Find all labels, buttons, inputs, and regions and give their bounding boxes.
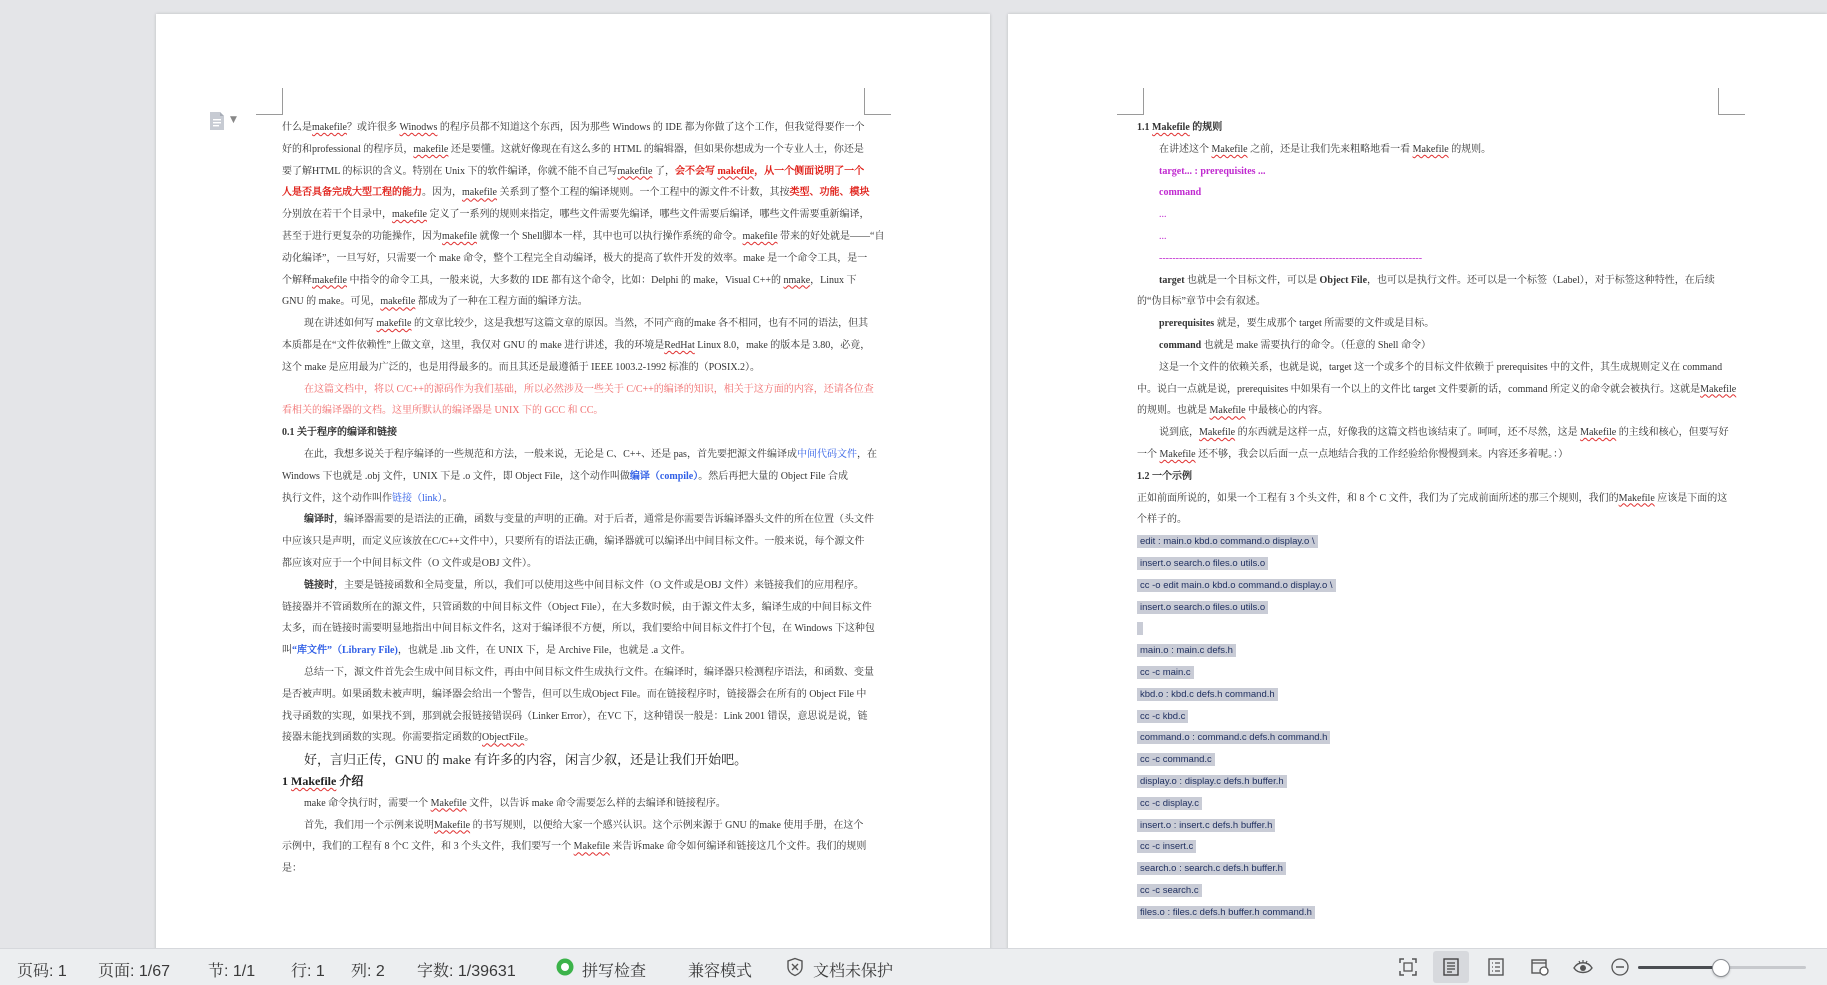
text-line (1137, 902, 1817, 924)
text-run: 介绍 (336, 773, 364, 788)
text-run: 定义了一系列的规则来指定，哪些文件需要先编译，哪些文件需要后编译，哪些文件需要重新编译， (426, 209, 870, 221)
margin-corner-top-right (1718, 88, 1745, 115)
text-run: Windows 下也就是 .obj 文件，UNIX 下是 .o 文件，即 Object File，这个动作叫做 (282, 470, 630, 482)
text-line (1137, 684, 1817, 706)
text-run: search.o : search.c defs.h buffer.h (1137, 862, 1286, 875)
text-line (282, 270, 982, 292)
text-run: display.o : display.c defs.h buffer.h (1137, 775, 1287, 788)
text-line (282, 684, 982, 706)
text-run: 这个 make 是应用最为广泛的，也是用得最多的。而且其还是最遵循于 IEEE 1003.2-1992 标准的（POSIX.2）。 (282, 361, 761, 373)
text-run: 甚至于进行更复杂的功能操作，因为 (282, 230, 442, 242)
text-run: 还是要懂。这就好像现在有这么多的 HTML 的编辑器，但如果你想成为一个专业人士，你还是 (448, 143, 864, 155)
text-line (1137, 640, 1817, 662)
text-line (1137, 139, 1817, 161)
text-line (282, 379, 982, 401)
text-run: 在此，我想多说关于程序编译的一些规范和方法，一般来说，无论是 C、C++、还是 pas，首先要把源文件编译成 (304, 448, 797, 460)
text-run: 本质都是在“文件依赖性”上做文章，这里，我仅对 GNU 的 make 进行讲述，我的环境是 (282, 339, 665, 351)
spell-check-icon[interactable] (555, 957, 575, 977)
text-run: target (1159, 274, 1185, 286)
text-run: 中最核心的内容。 (1245, 405, 1329, 417)
margin-corner-top-right (864, 88, 891, 115)
text-run: 现在讲述如何写 (304, 318, 377, 330)
text-run: insert.o search.o files.o utils.o (1137, 601, 1268, 614)
text-run: ，也就是 .lib 文件，在 UNIX 下，是 Archive File，也就是 .a 文件。 (397, 645, 691, 657)
text-run: “库文件”（Library File) (292, 645, 398, 657)
status-page-count[interactable]: 页面: 1/67 (98, 963, 171, 980)
text-run: 带来的好处就是——“自 (777, 230, 885, 242)
text-run: Winodws (399, 122, 438, 133)
text-run: Makefile (573, 841, 610, 853)
text-line (1137, 858, 1817, 880)
text-line (282, 400, 982, 422)
text-line (1137, 379, 1817, 401)
text-line (1137, 335, 1817, 357)
web-view-icon[interactable] (1530, 957, 1550, 977)
text-run: 好的和professional 的程序员， (282, 143, 414, 155)
document-outline-icon[interactable] (208, 111, 226, 131)
text-run: 1.1 (1137, 122, 1152, 133)
text-line (1137, 466, 1817, 488)
text-run: 来告诉make 命令如何编译和链接这几个文件。我们的规则 (609, 841, 867, 853)
text-run: 就是，要生成那个 target 所需要的文件或是目标。 (1214, 318, 1435, 330)
text-run: 1 (282, 773, 291, 788)
text-run: 是否被声明。如果函数未被声明，编译器会给出一个警告，但可以生成Object File。而在链接程序时，链接器会在所有的 Object File 中 (282, 688, 867, 700)
text-line (1137, 662, 1817, 684)
text-run: makefile (413, 143, 449, 155)
text-run: 链接时 (304, 579, 334, 591)
text-run: cc -c kbd.c (1137, 710, 1188, 723)
text-line (282, 466, 982, 488)
status-row[interactable]: 行: 1 (291, 963, 325, 980)
text-run: Makefile (434, 819, 471, 831)
text-run: 0.1 关于程序的编译和链接 (282, 427, 397, 439)
text-run: makefile (312, 122, 347, 133)
text-run: Makefile (1159, 448, 1196, 460)
doc-protect-button[interactable]: 文档未保护 (813, 963, 894, 980)
status-word-count[interactable]: 字数: 1/39631 (417, 963, 516, 980)
text-run: GNU 的 make。可见， (282, 296, 381, 308)
text-line (1137, 313, 1817, 335)
text-run: cc -c command.c (1137, 753, 1215, 766)
page-view-icon[interactable] (1441, 957, 1461, 977)
text-line (1137, 422, 1817, 444)
text-run: 编译（compile） (629, 470, 699, 482)
text-run: makefile (442, 230, 477, 242)
text-run: 接器未能找到函数的实现。你需要指定函数的 (282, 732, 482, 744)
text-line (282, 706, 982, 728)
text-run: cc -c main.c (1137, 666, 1194, 679)
text-run: 什么是 (282, 122, 312, 133)
text-line (282, 117, 982, 139)
status-bar (0, 948, 1827, 985)
text-run: makefile (312, 274, 347, 286)
text-run: Makefile (1152, 122, 1190, 133)
text-run: cc -c search.c (1137, 884, 1202, 897)
text-line (1137, 575, 1817, 597)
text-run: 是： (282, 863, 302, 875)
text-line (282, 640, 982, 662)
text-run: kbd.o : kbd.c defs.h command.h (1137, 688, 1278, 701)
eye-protection-icon[interactable] (1573, 957, 1593, 977)
shield-icon[interactable] (785, 957, 805, 977)
text-run (1137, 622, 1143, 635)
text-run: 说到底， (1159, 427, 1199, 439)
margin-corner-top-left (1117, 88, 1144, 115)
text-run: 叫 (282, 645, 292, 657)
text-line (1137, 815, 1817, 837)
text-run: prerequisites (1159, 318, 1215, 330)
text-line (282, 488, 982, 510)
text-run: ？或许很多 (346, 122, 400, 133)
text-line (282, 597, 982, 619)
text-run: makefile (376, 318, 412, 330)
text-line (1137, 291, 1817, 313)
text-line (282, 444, 982, 466)
text-line (282, 749, 982, 771)
text-run: ，主要是链接函数和全局变量，所以，我们可以使用这些中间目标文件（O 文件或是OBJ 文件）来链接我们的应用程序。 (334, 579, 865, 591)
text-run: ... (1159, 209, 1167, 221)
document-page-2[interactable] (1008, 14, 1827, 948)
text-line (1137, 400, 1817, 422)
text-run: 这是一个文件的依赖关系，也就是说，target 这一个或多个的目标文件依赖于 prerequisites 中的文件，其生成规则定义在 command (1159, 361, 1723, 373)
text-run: 。然后再把大量的 Object File 合成 (698, 470, 848, 482)
text-line (1137, 270, 1817, 292)
text-run: target... : prerequisites ... (1159, 165, 1266, 177)
text-line (1137, 117, 1817, 139)
text-run: insert.o search.o files.o utils.o (1137, 557, 1268, 570)
text-line (282, 248, 982, 270)
text-run: 中间代码文件 (796, 448, 857, 460)
text-line (1137, 749, 1817, 771)
text-run: Makefile (430, 797, 467, 809)
text-run: Makefile (1580, 427, 1617, 439)
margin-corner-top-left (256, 88, 283, 115)
zoom-slider[interactable] (1638, 966, 1806, 969)
status-section[interactable]: 节: 1/1 (208, 963, 256, 980)
text-line (1137, 727, 1817, 749)
text-run: files.o : files.c defs.h buffer.h command.h (1137, 906, 1315, 919)
text-run: 的主线和核心，但要写好 (1616, 427, 1729, 439)
text-run: 的“伪目标”章节中会有叙述。 (1137, 296, 1266, 308)
text-line (282, 815, 982, 837)
fullscreen-icon[interactable] (1398, 957, 1418, 977)
text-run: 太多，而在链接时需要明显地指出中间目标文件名，这对于编译很不方便，所以，我们要给中间目标文件打个包，在 Windows 下这种包 (282, 623, 875, 635)
text-run: 找寻函数的实现，如果找不到，那到就会报链接错误码（Linker Error），在VC 下，这种错误一般是：Link 2001 错误，意思说是说，链 (282, 710, 868, 722)
text-line (282, 858, 982, 880)
text-run: 。因为， (422, 187, 462, 199)
page1-body-text (282, 117, 982, 880)
text-run: Makefile (1412, 143, 1449, 155)
text-line (282, 335, 982, 357)
text-line (1137, 161, 1817, 183)
zoom-slider-thumb[interactable] (1712, 959, 1730, 977)
text-line (282, 357, 982, 379)
chevron-down-icon[interactable]: ▼ (230, 115, 237, 125)
status-page-number[interactable]: 页码: 1 (17, 963, 67, 980)
text-run: RedHat (664, 339, 695, 351)
page2-body-text (1137, 117, 1817, 923)
text-run: ，从一个侧面说明了一个 (754, 165, 865, 177)
text-run: ，在 (856, 448, 877, 460)
text-line (282, 161, 982, 183)
text-run: 就像一个 Shell脚本一样，其中也可以执行操作系统的命令。 (476, 230, 743, 242)
text-line (1137, 706, 1817, 728)
text-run: 总结一下，源文件首先会生成中间目标文件，再由中间目标文件生成执行文件。在编译时，编译器只检测程序语法，和函数、变量 (304, 666, 874, 678)
text-run: Object File (1319, 274, 1368, 286)
text-line (1137, 444, 1817, 466)
text-line (282, 553, 982, 575)
text-line (282, 727, 982, 749)
text-run: makefile (392, 209, 427, 221)
text-run: ... (1159, 230, 1167, 242)
outline-view-icon[interactable] (1486, 957, 1506, 977)
text-line (282, 662, 982, 684)
text-line (1137, 226, 1817, 248)
text-run: 中指令的命令工具，一般来说，大多数的 IDE 都有这个命令，比如：Delphi 的 make，Visual C++的 (346, 274, 784, 286)
text-run: 应该是下面的这 (1654, 492, 1728, 504)
text-run: insert.o : insert.c defs.h buffer.h (1137, 819, 1275, 832)
text-line (1137, 880, 1817, 902)
zoom-slider-fill (1638, 966, 1720, 969)
text-run: 在讲述这个 (1159, 143, 1212, 155)
text-run: 的规则。 (1448, 143, 1492, 155)
text-run: 人是否具备完成大型工程的能力 (282, 187, 422, 199)
text-run: 编译时 (304, 514, 334, 526)
spell-check-button[interactable]: 拼写检查 (582, 963, 647, 980)
text-run: 也就是 make 需要执行的命令。（任意的 Shell 命令） (1201, 339, 1431, 351)
text-line (1137, 488, 1817, 510)
text-run: 的规则 (1189, 122, 1223, 133)
text-run: 中应该只是声明，而定义应该放在C/C++文件中），只要所有的语法正确，编译器就可以编译出中间目标文件。一般来说，每个源文件 (282, 536, 865, 548)
text-run: Makefile (1209, 405, 1246, 417)
text-line (1137, 553, 1817, 575)
text-run: makefile (617, 165, 653, 177)
text-run: nmake (783, 274, 811, 286)
text-run: 的东西就是这样一点，好像我的这篇文档也该结束了。呵呵，还不尽然，这是 (1235, 427, 1581, 439)
text-line (1137, 204, 1817, 226)
text-run: 的程序员都不知道这个东西，因为那些 Windows 的 IDE 都为你做了这个工作，但我觉得要作一个 (437, 122, 865, 133)
text-line (282, 618, 982, 640)
text-run: 之前，还是让我们先来粗略地看一看 (1247, 143, 1413, 155)
text-run: 链接（link） (392, 492, 443, 504)
document-page-1[interactable] (156, 14, 990, 948)
text-line (282, 291, 982, 313)
text-line (282, 575, 982, 597)
text-line (1137, 357, 1817, 379)
text-run: 中。说白一点就是说，prerequisites 中如果有一个以上的文件比 target 文件要新的话，command 所定义的命令就会被执行。这就是 (1137, 383, 1701, 395)
text-line (282, 793, 982, 815)
text-run: makefile (380, 296, 416, 308)
text-line (282, 139, 982, 161)
text-run: 都成为了一种在工程方面的编译方法。 (415, 296, 588, 308)
text-run: ObjectFile (482, 732, 525, 744)
text-line (282, 531, 982, 553)
text-run: Makefile (1199, 427, 1236, 439)
text-line (282, 836, 982, 858)
text-run: ，编译器需要的是语法的正确，函数与变量的声明的正确。对于后者，通常是你需要告诉编译器头文件的所在位置（头文件 (334, 514, 874, 526)
text-line (1137, 597, 1817, 619)
compat-mode-label[interactable]: 兼容模式 (688, 963, 753, 980)
text-run: 正如前面所说的，如果一个工程有 3 个头文件，和 8 个 C 文件，我们为了完成前面所述的那三个规则，我们的 (1137, 492, 1619, 504)
text-run: 要了解HTML 的标识的含义。特别在 Unix 下的软件编译，你就不能不自己写 (282, 165, 618, 177)
text-line (1137, 182, 1817, 204)
text-run: 个样子的。 (1137, 514, 1187, 526)
text-line (282, 226, 982, 248)
text-run: Makefile (1700, 383, 1737, 395)
text-run: Makefile (291, 773, 337, 788)
text-run: 个解释 (282, 274, 312, 286)
text-line (282, 509, 982, 531)
text-run: command (1159, 187, 1202, 199)
text-run: makefile (462, 187, 497, 199)
text-run: 好，言归正传，GNU 的 make 有许多的内容，闲言少叙，还是让我们开始吧。 (304, 752, 748, 768)
text-run: cc -o edit main.o kbd.o command.o display.o \ (1137, 579, 1336, 592)
text-line (1137, 836, 1817, 858)
text-run: 。 (524, 732, 535, 744)
text-line (1137, 531, 1817, 553)
text-run: 文件，以告诉 make 命令需要怎么样的去编译和链接程序。 (466, 797, 726, 809)
text-line (1137, 618, 1817, 640)
text-run: ------------------------------------------------------------------------------- (1159, 252, 1423, 264)
text-line (1137, 793, 1817, 815)
text-run: 一个 (1137, 448, 1160, 460)
text-run: 1.2 一个示例 (1137, 470, 1192, 482)
text-run: make 命令执行时，需要一个 (304, 797, 431, 809)
text-line (282, 204, 982, 226)
text-run: cc -c display.c (1137, 797, 1202, 810)
text-run: 会不会写 (674, 165, 718, 177)
text-run: makefile (742, 230, 778, 242)
status-column[interactable]: 列: 2 (351, 963, 385, 980)
text-run: command (1159, 339, 1202, 351)
text-run: 。 (442, 492, 453, 504)
text-run: 还不够，我会以后面一点一点地结合我的工作经验给你慢慢到来。内容还多着呢。：） (1195, 448, 1569, 460)
text-run: 的书写规则，以便给大家一个感兴认识。这个示例来源于 GNU 的make 使用手册，在这个 (470, 819, 864, 831)
text-run: 类型、功能、模块 (789, 187, 870, 199)
zoom-out-icon[interactable] (1610, 957, 1630, 977)
text-run: 动化编译”，一旦写好，只需要一个 make 命令，整个工程完全自动编译，极大的提高了软件开发的效率。make 是一个命令工具，是一 (282, 252, 868, 264)
text-run: Linux 8.0，make 的版本是 3.80，必竟， (694, 339, 871, 351)
text-run: 了， (652, 165, 675, 177)
text-run: 首先，我们用一个示例来说明 (304, 819, 434, 831)
text-run: main.o : main.c defs.h (1137, 644, 1236, 657)
text-run: Makefile (1211, 143, 1248, 155)
text-run: 示例中，我们的工程有 8 个C 文件，和 3 个头文件，我们要写一个 (282, 841, 574, 853)
text-line (282, 771, 982, 793)
text-run: 的文章比较少，这是我想写这篇文章的原因。当然，不同产商的make 各不相同，也有不同的语法，但其 (411, 318, 869, 330)
text-run: ，Linux 下 (810, 274, 857, 286)
text-run: 看相关的编译器的文档。这里所默认的编译器是 UNIX 下的 GCC 和 CC。 (282, 405, 604, 417)
text-run: 在这篇文档中，将以 C/C++的源码作为我们基础，所以必然涉及一些关于 C/C++的编译的知识，相关于这方面的内容，还请各位查 (304, 383, 874, 395)
text-run: ，也可以是执行文件。还可以是一个标签（Label），对于标签这种特性，在后续 (1367, 274, 1715, 286)
text-line (1137, 248, 1817, 270)
text-run: edit : main.o kbd.o command.o display.o \ (1137, 535, 1318, 548)
text-line (282, 313, 982, 335)
text-run: 的规则。也就是 (1137, 405, 1210, 417)
text-run: 也就是一个目标文件，可以是 (1184, 274, 1320, 286)
text-run: 执行文件，这个动作叫作 (282, 492, 392, 504)
text-run: 关系到了整个工程的编译规则。一个工程中的源文件不计数，其按 (496, 187, 790, 199)
text-line (282, 182, 982, 204)
text-run: cc -c insert.c (1137, 840, 1196, 853)
text-run: 链接器并不管函数所在的源文件，只管函数的中间目标文件（Object File），在大多数时候，由于源文件太多，编译生成的中间目标文件 (282, 601, 872, 613)
text-line (1137, 509, 1817, 531)
text-line (1137, 771, 1817, 793)
text-run: command.o : command.c defs.h command.h (1137, 731, 1330, 744)
text-run: makefile (717, 165, 755, 177)
text-run: 分别放在若干个目录中， (282, 209, 392, 221)
text-run: Makefile (1618, 492, 1655, 504)
text-line (282, 422, 982, 444)
text-run: 都应该对应于一个中间目标文件（O 文件或是OBJ 文件）。 (282, 557, 538, 569)
